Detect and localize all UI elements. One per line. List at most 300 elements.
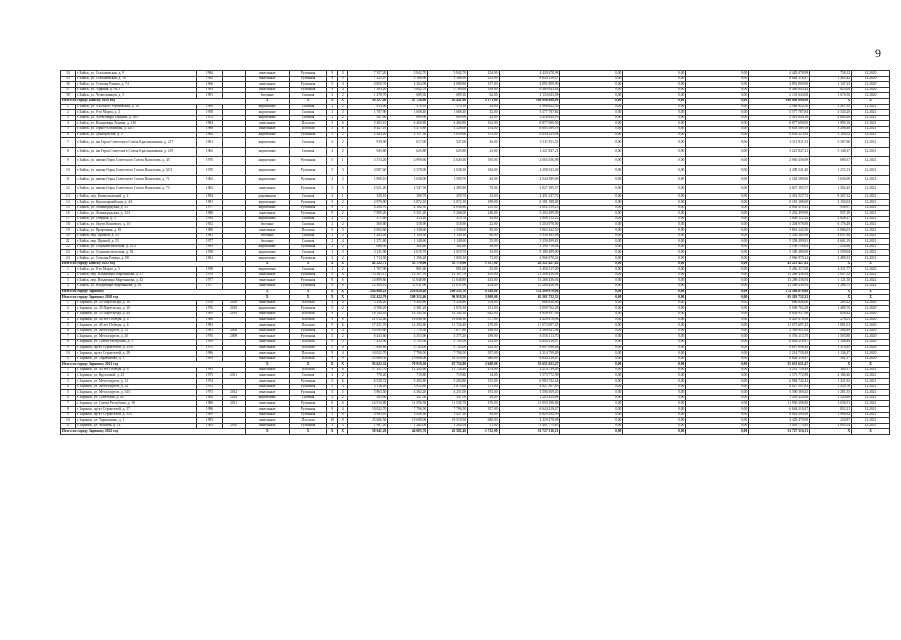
table-cell: 1 149,30 (388, 233, 428, 239)
table-cell: 12.2021 (852, 256, 890, 262)
table-cell: 0,00 (686, 289, 749, 295)
table-cell: 14 (61, 200, 76, 206)
table-cell: 3 401 775,85 (749, 423, 810, 429)
table-cell: 276,01 (810, 317, 852, 323)
table-cell: 3 912,80 (388, 384, 428, 390)
table-cell: 2 137,30 (388, 132, 428, 138)
table-cell: 1 714,50 (348, 256, 388, 262)
table-cell: 2 190 716,04 (499, 244, 560, 250)
table-cell: 313,70 (428, 216, 468, 222)
table-cell: кирпичные (245, 115, 289, 121)
table-cell: 0,00 (560, 76, 623, 82)
table-cell: 1961 (197, 138, 222, 147)
table-cell: 11 596,50 (388, 401, 428, 407)
table-cell: 10 (61, 351, 76, 357)
table-cell: г. Бийск, ул. Красноармейская, д. 4А (75, 200, 197, 206)
table-cell: 0,00 (560, 423, 623, 429)
table-cell: 5 (327, 345, 337, 351)
table-cell: 14 142,30 (388, 311, 428, 317)
table-cell: кирпичные (245, 306, 289, 312)
table-cell: 6 644 218,47 (749, 76, 810, 82)
table-cell: X (852, 289, 890, 295)
table-cell: 1993 (197, 323, 222, 329)
table-cell: 0,00 (623, 356, 686, 362)
table-cell: 11 011,90 (388, 283, 428, 289)
table-cell: Плоская (289, 351, 327, 357)
table-cell: 42 222,71 (348, 261, 388, 267)
table-cell: 43 582,40 (428, 429, 468, 435)
table-cell: Плоская (289, 339, 327, 345)
table-cell: г. Бийск, ул. Озерная, д. 3 (75, 216, 197, 222)
table-cell: 0,00 (623, 328, 686, 334)
table-cell: 2 133 643,08 (749, 93, 810, 99)
table-cell: 13 288 436,94 (499, 278, 560, 284)
table-cell: 12.2021 (852, 367, 890, 373)
table-cell (222, 138, 245, 147)
table-cell: 0,00 (686, 71, 749, 77)
table-cell: 3 401 775,85 (499, 423, 560, 429)
table-cell: 54,00 (468, 250, 499, 256)
table-cell: 2012 (222, 390, 245, 396)
table-cell: 8 349,00 (468, 289, 499, 295)
table-cell: 0,00 (686, 317, 749, 323)
table-cell: 5 116,20 (348, 384, 388, 390)
table-cell: г. Бийск, ул. Челюскинцев, д. 5 (75, 93, 197, 99)
table-cell: 0,00 (560, 429, 623, 435)
table-cell: 4 661,19 (810, 239, 852, 245)
table-cell: 12.2021 (852, 175, 890, 184)
table-cell: 13 288 436,94 (749, 283, 810, 289)
table-cell: 19 698,06 (388, 356, 428, 362)
table-cell: 26,00 (468, 244, 499, 250)
table-cell: 10 (61, 166, 76, 175)
table-cell: X (289, 261, 327, 267)
table-cell: 0,00 (560, 373, 623, 379)
table-cell: г. Заринск, ул. 40 лет Победы, д. 6 (75, 367, 197, 373)
table-cell: г. Бийск, ул. имени Героя Советского Союза Васильева, д. 65/1 (75, 166, 197, 175)
table-cell: 26,00 (468, 138, 499, 147)
table-cell: 758,12 (810, 71, 852, 77)
table-cell: г. Бийск, ул. Степана Разина, д. 98 (75, 256, 197, 262)
table-cell: 0,00 (560, 93, 623, 99)
table-cell: 4 264,00 (388, 82, 428, 88)
table-cell: 12.2021 (852, 126, 890, 132)
table-cell: 5 (327, 132, 337, 138)
table-cell: 0,00 (686, 267, 749, 273)
table-cell: Рулонная (289, 401, 327, 407)
table-cell: 12.2021 (852, 110, 890, 116)
table-cell: 2 (327, 222, 337, 228)
table-cell: 25 606,50 (348, 418, 388, 424)
table-cell: 5 (327, 379, 337, 385)
table-cell: 0,00 (560, 71, 623, 77)
table-cell: 1 285,20 (348, 233, 388, 239)
table-cell: 0,00 (560, 211, 623, 217)
table-cell: 479,00 (468, 367, 499, 373)
table-cell: 12.2021 (852, 418, 890, 424)
table-cell: 5 328,60 (428, 126, 468, 132)
table-cell: 1958 (197, 250, 222, 256)
table-cell: 2 (337, 222, 347, 228)
table-cell: 4 (337, 82, 347, 88)
table-cell: кирпичные (245, 267, 289, 273)
table-cell: Скатная (289, 147, 327, 156)
table-cell: г. Бийск, ул. Александра Герцена, д. 163 (75, 115, 197, 121)
table-cell: 1 668,40 (388, 110, 428, 116)
table-cell: 2 (337, 306, 347, 312)
table-cell: 2 544 589,06 (749, 175, 810, 184)
table-cell: 0,00 (686, 412, 749, 418)
table-cell: 3 343,20 (810, 110, 852, 116)
table-cell: 12.2021 (852, 138, 890, 147)
table-cell: панельные (245, 356, 289, 362)
table-cell: г. Заринск, пр-кт Строителей, д. 27 (75, 407, 197, 413)
table-cell: 1 573 772,98 (499, 373, 560, 379)
table-cell: 4 311,77 (810, 267, 852, 273)
table-cell: 193,00 (468, 390, 499, 396)
table-cell: г. Бийск, пер. Владимира Мартьянова, д. 37 (75, 272, 197, 278)
table-cell: 2019 (222, 311, 245, 317)
table-cell: 5 283,80 (388, 379, 428, 385)
table-cell: г. Бийск, ул. 4-я Мало-Угреневская, д. 14 (75, 104, 197, 110)
table-cell: X (810, 261, 852, 267)
table-cell: 1 659,60 (428, 132, 468, 138)
table-cell: Рулонная (289, 390, 327, 396)
table-cell: 1962 (197, 185, 222, 194)
table-cell: 17 (61, 216, 76, 222)
table-cell: 0,00 (560, 412, 623, 418)
table-cell: 12.2020 (852, 317, 890, 323)
table-cell: 5 283,80 (428, 379, 468, 385)
table-cell: 1962 (197, 147, 222, 156)
table-cell: панельные (245, 328, 289, 334)
table-cell: 10 (327, 418, 337, 424)
table-cell: 1986 (197, 126, 222, 132)
table-cell: 1988 (197, 211, 222, 217)
table-cell: г. Бийск, ул. Горно-Алтайская, д. 42/1 (75, 126, 197, 132)
table-cell: 3 228,80 (428, 300, 468, 306)
table-cell: 1970 (197, 156, 222, 165)
page-number: 9 (875, 46, 881, 60)
table-cell: 235,00 (468, 205, 499, 211)
table-cell: 12.2021 (852, 194, 890, 200)
table-cell: 6 528,72 (348, 379, 388, 385)
table-cell: 5 330 385,96 (499, 233, 560, 239)
table-cell: 0,00 (623, 233, 686, 239)
table-cell: 2 (337, 244, 347, 250)
table-cell: 0,00 (623, 283, 686, 289)
table-cell: 0,00 (623, 345, 686, 351)
table-cell: 42,00 (468, 115, 499, 121)
table-cell: 3 381,20 (388, 306, 428, 312)
table-cell: 947,80 (348, 115, 388, 121)
table-cell: 1 986,82 (810, 412, 852, 418)
table-cell: 0,00 (560, 228, 623, 234)
table-cell: 7 452,90 (348, 339, 388, 345)
table-cell: 7 796,50 (388, 351, 428, 357)
table-cell: 216 028,48 (388, 289, 428, 295)
table-cell: 184,00 (468, 166, 499, 175)
table-cell: 2 (337, 115, 347, 121)
table-cell: 0,00 (686, 261, 749, 267)
table-cell: 2 (327, 138, 337, 147)
table-cell: 9 (327, 407, 337, 413)
table-cell: 6 984 742,44 (749, 379, 810, 385)
table-cell: 3 (61, 379, 76, 385)
table-cell: 0,00 (560, 239, 623, 245)
table-cell: кирпичные (245, 132, 289, 138)
table-cell: 0,00 (623, 104, 686, 110)
table-cell: 16 (61, 211, 76, 217)
table-cell: 8 (337, 345, 347, 351)
table-cell: 1930 (197, 216, 222, 222)
table-cell: 5 (61, 390, 76, 396)
table-cell: 9 (337, 356, 347, 362)
table-cell: 11 848,80 (428, 278, 468, 284)
table-cell: 2 (327, 104, 337, 110)
table-cell: 2 968 822,50 (499, 104, 560, 110)
table-cell: X (245, 362, 289, 368)
table-cell: 23,00 (468, 147, 499, 156)
table-cell: 5 863,50 (348, 390, 388, 396)
table-cell: 1974 (197, 379, 222, 385)
table-cell: 1976 (197, 334, 222, 340)
table-cell: 8 207,32 (810, 194, 852, 200)
table-cell: 0,00 (623, 71, 686, 77)
table-cell: 2 (61, 373, 76, 379)
table-cell: 2011 (222, 373, 245, 379)
table-cell: Рулонная (289, 132, 327, 138)
table-cell: 12.2021 (852, 156, 890, 165)
table-cell: 28,00 (468, 395, 499, 401)
table-cell: 12.2021 (852, 423, 890, 429)
table-cell: 154,00 (468, 126, 499, 132)
table-cell: 0,00 (560, 115, 623, 121)
table-cell: 6 644 218,47 (499, 356, 560, 362)
table-cell: 2 (337, 395, 347, 401)
table-cell: панельные (245, 311, 289, 317)
table-cell: Рулонная (289, 334, 327, 340)
table-cell: 4 (337, 351, 347, 357)
table-cell: 298,70 (388, 194, 428, 200)
table-cell: 0,00 (686, 233, 749, 239)
table-cell: 22 (61, 244, 76, 250)
table-cell: 235,00 (468, 339, 499, 345)
table-cell: 0,00 (560, 395, 623, 401)
table-cell: 8 858 957,96 (749, 311, 810, 317)
table-cell: 4 362,20 (388, 390, 428, 396)
table-cell: 617,00 (388, 138, 428, 147)
table-cell: 1977 (197, 278, 222, 284)
table-cell: панельные (245, 373, 289, 379)
table-cell: г. Бийск, ул. Владимира Мартьянова, д. 59 (75, 283, 197, 289)
table-cell: X (245, 261, 289, 267)
table-cell: 4 826,27 (810, 216, 852, 222)
table-cell: 0,00 (560, 345, 623, 351)
table-cell: г. Бийск, ул. Социалистическая, д. 92 (75, 250, 197, 256)
table-cell: 1982 (197, 423, 222, 429)
table-cell: 1 285,42 (810, 76, 852, 82)
table-cell: 5 590 369,45 (749, 390, 810, 396)
table-cell: 2 (61, 306, 76, 312)
table-cell: 12.2021 (852, 384, 890, 390)
table-cell: X (289, 295, 327, 301)
table-cell: 4 (61, 317, 76, 323)
table-cell: 0,00 (623, 138, 686, 147)
table-cell: 259,70 (428, 194, 468, 200)
table-cell: панельные (245, 418, 289, 424)
table-cell: 0,00 (560, 185, 623, 194)
table-cell: 1958 (197, 267, 222, 273)
table-cell: 254,00 (468, 71, 499, 77)
table-cell: X (245, 295, 289, 301)
table-cell: 12.2020 (852, 351, 890, 357)
table-cell: г. Заринск, ул. Металлургов, д. 13 (75, 328, 197, 334)
table-cell: 560,80 (348, 222, 388, 228)
table-cell: 0,00 (623, 250, 686, 256)
table-cell: 36 (61, 82, 76, 88)
table-cell: 4 088,80 (428, 82, 468, 88)
table-cell: 8 (337, 317, 347, 323)
table-cell: 12 107,70 (388, 272, 428, 278)
table-cell: Плоская (289, 367, 327, 373)
table-cell: 0,00 (560, 384, 623, 390)
table-cell: г. Заринск, ул. Таратынова, д. 1 (75, 356, 197, 362)
table-cell: 0,00 (623, 228, 686, 234)
table-cell: 0,00 (623, 132, 686, 138)
table-cell: 329,10 (348, 194, 388, 200)
table-cell: 0,00 (560, 289, 623, 295)
table-cell: 455,00 (468, 272, 499, 278)
table-cell: г. Заринск, ул. 25 Партсъезда, д. 18 (75, 300, 197, 306)
table-cell: 0,00 (686, 166, 749, 175)
table-cell: 4 460,80 (428, 121, 468, 127)
table-cell: 1972 (197, 115, 222, 121)
table-cell: г. Бийск, ул. Декабристов, д. 9 (75, 132, 197, 138)
table-cell: 1 121,50 (810, 278, 852, 284)
table-cell: 2 874,30 (428, 306, 468, 312)
table-cell: 4 298 541,40 (499, 166, 560, 175)
table-cell: 12 292,60 (388, 323, 428, 329)
table-cell: 3 (337, 185, 347, 194)
table-cell: 699,90 (428, 115, 468, 121)
table-cell: 680,00 (468, 418, 499, 424)
table-cell: 1 146,44 (810, 339, 852, 345)
table-cell: кирпичные (245, 256, 289, 262)
table-cell: Рулонная (289, 272, 327, 278)
table-cell: 0,00 (560, 222, 623, 228)
table-cell: 0,00 (560, 98, 623, 104)
table-cell: 0,00 (560, 300, 623, 306)
table-cell: панельные (245, 211, 289, 217)
table-cell: Скатная (289, 216, 327, 222)
total-label: Итого по городу Заринску 2022 год (61, 429, 246, 435)
table-cell: 625,80 (388, 147, 428, 156)
table-cell: 1 967,20 (348, 423, 388, 429)
table-cell: 16 048,30 (388, 317, 428, 323)
table-cell: 4 182,30 (388, 205, 428, 211)
table-cell: 5 358 499,81 (749, 239, 810, 245)
table-cell: 7 234,86 (810, 244, 852, 250)
table-cell: 1 147,23 (810, 82, 852, 88)
table-cell: 3 374,20 (348, 156, 388, 165)
table-cell: 240,00 (468, 211, 499, 217)
table-cell: 0,00 (623, 384, 686, 390)
table-cell: 956,97 (810, 205, 852, 211)
table-cell (222, 185, 245, 194)
table-cell: 4 429 478,98 (499, 418, 560, 424)
table-cell: 96 918,50 (428, 295, 468, 301)
table-cell: 12.2020 (852, 76, 890, 82)
table-cell: 0,00 (686, 121, 749, 127)
table-cell: X (327, 362, 337, 368)
table-cell: 8 858 957,96 (499, 311, 560, 317)
table-cell: 8 877 690,00 (499, 121, 560, 127)
table-cell: 0,00 (686, 407, 749, 413)
table-row (61, 166, 890, 175)
table-cell: 5 180 289,00 (499, 250, 560, 256)
table-cell: 17 251,70 (348, 367, 388, 373)
table-cell: 1 896,10 (348, 175, 388, 184)
table-cell: 2 886,03 (810, 228, 852, 234)
table-cell: 347,50 (428, 395, 468, 401)
table-cell: 0,00 (623, 272, 686, 278)
table-cell: 2 (327, 395, 337, 401)
table-cell: 1 608 112,22 (749, 216, 810, 222)
table-cell: 2 065 456,99 (749, 156, 810, 165)
table-cell: 0,00 (686, 395, 749, 401)
table-cell: 3 863 242,50 (499, 228, 560, 234)
table-cell: 3 456 317,00 (749, 267, 810, 273)
table-cell: 0,00 (560, 138, 623, 147)
table-cell: 5 (327, 126, 337, 132)
table-cell: 2 (327, 244, 337, 250)
table-row (61, 147, 890, 156)
table-cell: 9 (327, 356, 337, 362)
table-cell: 5 266,00 (428, 211, 468, 217)
table-cell: 6 (337, 283, 347, 289)
table-cell: 11 (61, 356, 76, 362)
table-cell: 1993 (197, 87, 222, 93)
table-cell: 17 251,70 (348, 323, 388, 329)
table-cell: 699,90 (388, 115, 428, 121)
table-cell: 0,00 (686, 256, 749, 262)
table-cell: 347,50 (388, 395, 428, 401)
table-cell: 53 727 316,21 (749, 429, 810, 435)
table-cell: 0,00 (623, 401, 686, 407)
table-cell: 2 214 739,49 (499, 367, 560, 373)
table-cell: 2011 (222, 401, 245, 407)
table-cell: 2 214 739,49 (499, 351, 560, 357)
table-cell: 162,00 (468, 121, 499, 127)
table-cell: 0,00 (560, 156, 623, 165)
table-cell: 357,00 (468, 351, 499, 357)
table-cell: 4 (337, 87, 347, 93)
table-cell: 25 606,50 (348, 356, 388, 362)
table-cell: X (245, 98, 289, 104)
table-cell: 0,00 (623, 267, 686, 273)
table-cell: 5 475,80 (388, 126, 428, 132)
table-cell: 0,00 (560, 233, 623, 239)
table-cell: 11 073 697,45 (749, 323, 810, 329)
table-cell: 5 795,50 (388, 339, 428, 345)
table-cell: 155,00 (468, 379, 499, 385)
table-cell: 2 872,10 (388, 200, 428, 206)
table-cell: 1 509,70 (428, 175, 468, 184)
table-cell: 5 (327, 334, 337, 340)
table-cell: 3 863 242,50 (749, 228, 810, 234)
table-cell: 2 921,20 (348, 185, 388, 194)
